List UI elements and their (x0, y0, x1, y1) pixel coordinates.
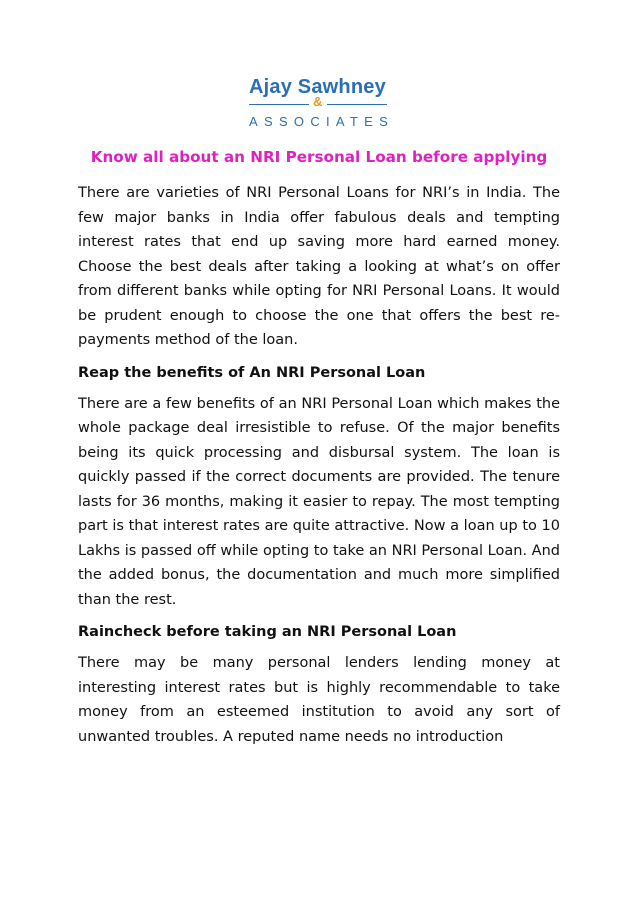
intro-paragraph: There are varieties of NRI Personal Loans for NRI’s in India. The few major banks in India offer fabulous deals and tempting interest rates that end up saving more hard earned money. Choose the best deals after taking a looking at what’s on offer from different banks while opting for NRI Personal Loans. It would be prudent enough to choose the one that offers the best re-payments method of the loan. (78, 185, 560, 348)
raincheck-paragraph: There may be many personal lenders lending money at interesting interest rates but is highly recommendable to take money from an esteemed institution to avoid any sort of unwanted troubles. A reputed name needs no introduction (78, 655, 560, 745)
logo-ampersand: & (313, 94, 323, 109)
section-heading-benefits: Reap the benefits of An NRI Personal Loan (78, 364, 426, 381)
section-heading-raincheck: Raincheck before taking an NRI Personal Loan (78, 624, 457, 640)
benefits-paragraph: There are a few benefits of an NRI Personal Loan which makes the whole package deal irresistible to refuse. Of the major benefits being its quick processing and disbursal system. The loan is quickly passed if the correct documents are provided. The tenure lasts for 36 months, making it easier to repay. The most tempting part is that interest rates are quite attractive. Now a loan up to 10 Lakhs is passed off while opting to take an NRI Personal Loan. And the added bonus, the documentation and much more simplified than the rest. (78, 395, 560, 608)
logo-name: Ajay Sawhney (249, 76, 386, 98)
company-logo (247, 76, 397, 132)
logo-divider-right (327, 104, 387, 105)
document-title: Know all about an NRI Personal Loan before applying (90, 148, 548, 166)
logo-divider-left (249, 104, 309, 105)
document-body (78, 145, 560, 757)
logo-subtitle: ASSOCIATES (249, 114, 395, 129)
